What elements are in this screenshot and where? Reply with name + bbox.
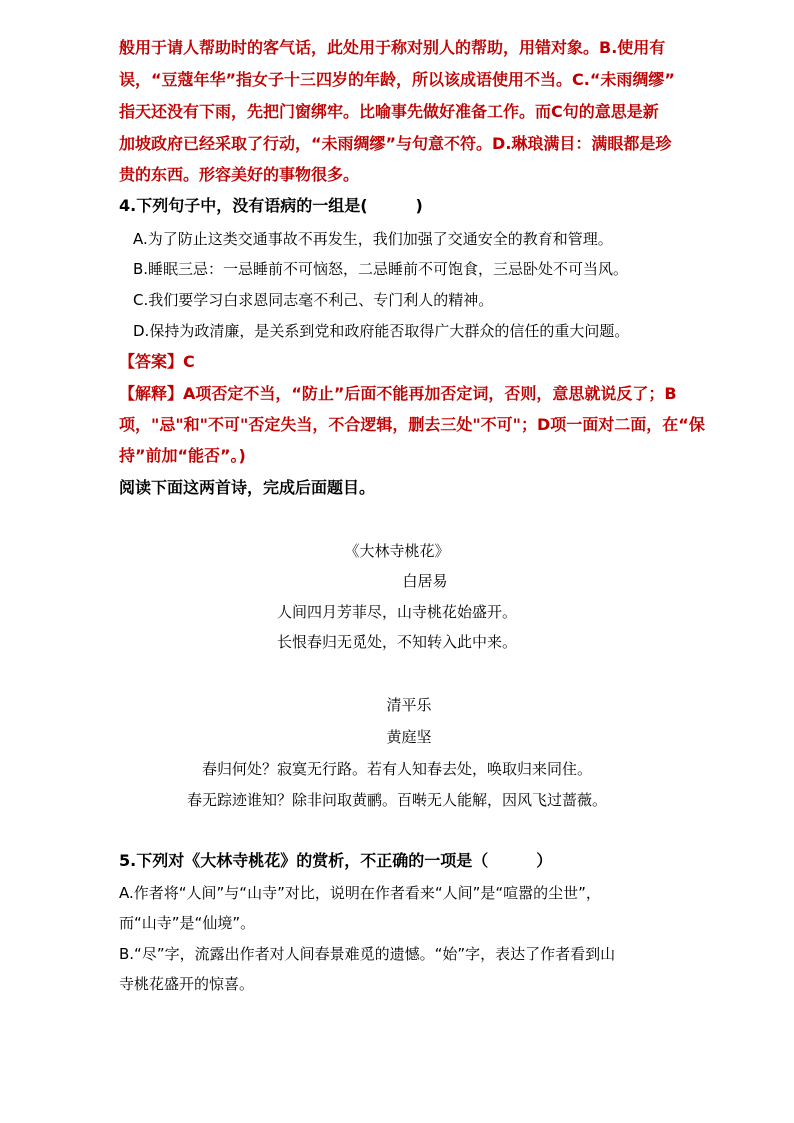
question-5-line: 寺桃花盛开的惊喜。 (119, 975, 255, 993)
poem-1-line: 人间四月芳菲尽，山寺桃花始盛开。 (276, 603, 517, 621)
explanation-line: 般用于请人帮助时的客气话，此处用于称对别人的帮助，用错对象。B.使用有 (119, 38, 666, 57)
question-4-option-a: A.为了防止这类交通事故不再发生，我们加强了交通安全的教育和管理。 (133, 230, 613, 248)
question-5-line: A.作者将“人间”与“山寺”对比，说明在作者看来“人间”是“喧嚣的尘世”， (119, 884, 601, 902)
explanation-line: 加坡政府已经采取了行动，“未雨绸缪”与句意不符。D.琳琅满目：满眼都是珍 (119, 134, 672, 153)
poem-1-title: 《大林寺桃花》 (344, 542, 450, 560)
question-4-answer: 【答案】C (119, 352, 195, 371)
question-4-stem: 4.下列句子中，没有语病的一组是( ) (119, 196, 423, 215)
poem-2-line: 春无踪迹谁知？除非问取黄鹂。百啭无人能解，因风飞过蔷薇。 (186, 791, 607, 809)
poem-2-author: 黄庭坚 (386, 728, 432, 746)
question-4-option-d: D.保持为政清廉，是关系到党和政府能否取得广大群众的信任的重大问题。 (133, 322, 630, 340)
explanation-line: 指天还没有下雨，先把门窗绑牢。比喻事先做好准备工作。而C句的意思是新 (119, 102, 659, 121)
question-5-line: 而“山寺”是“仙境”。 (119, 914, 256, 932)
question-5-stem: 5.下列对《大林寺桃花》的赏析，不正确的一项是（ ） (119, 851, 553, 870)
question-4-option-c: C.我们要学习白求恩同志毫不利己、专门利人的精神。 (133, 291, 494, 309)
question-4-explanation: 项，"忌"和"不可"否定失当，不合逻辑，删去三处"不可"；D项一面对二面，在“保 (119, 415, 705, 434)
question-4-explanation: 【解释】A项否定不当，“防止”后面不能再加否定词，否则，意思就说反了；B (119, 384, 677, 403)
poem-1-author: 白居易 (402, 572, 448, 590)
poem-1-line: 长恨春归无觅处，不知转入此中来。 (276, 633, 517, 651)
explanation-line: 贵的东西。形容美好的事物很多。 (119, 165, 360, 184)
reading-intro: 阅读下面这两首诗，完成后面题目。 (119, 478, 376, 497)
poem-2-line: 春归何处？寂寞无行路。若有人知春去处，唤取归来同住。 (201, 760, 592, 778)
question-5-line: B.“尽”字，流露出作者对人间春景难觅的遗憾。“始”字，表达了作者看到山 (119, 945, 616, 963)
question-4-explanation: 持”前加“能否”。) (119, 446, 246, 465)
explanation-line: 误，“豆蔻年华”指女子十三四岁的年龄，所以该成语使用不当。C.“未雨绸缪” (119, 70, 675, 89)
poem-2-title: 清平乐 (386, 696, 432, 714)
question-4-option-b: B.睡眠三忌：一忌睡前不可恼怒，二忌睡前不可饱食，三忌卧处不可当风。 (133, 260, 629, 278)
